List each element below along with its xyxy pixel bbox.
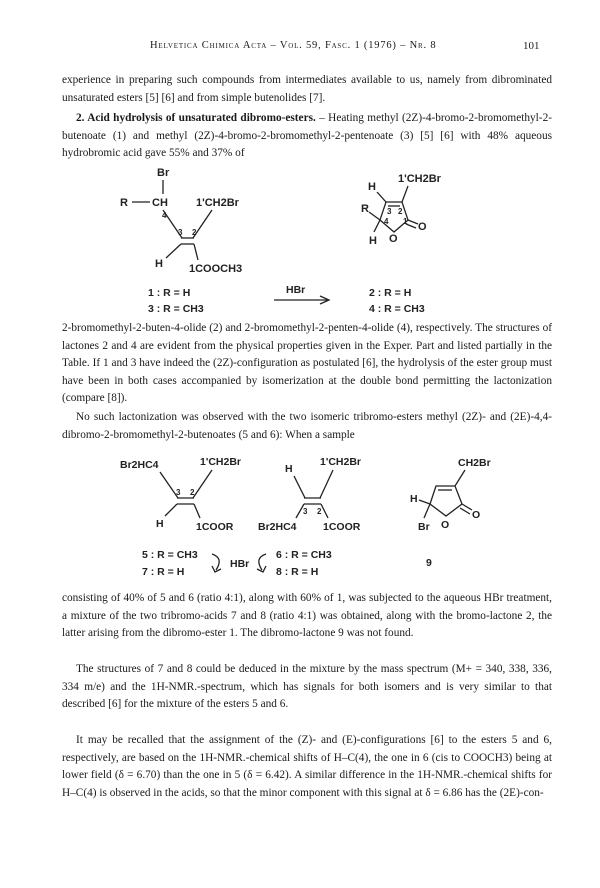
ch-label: CH	[152, 197, 168, 209]
vinyl-h-6: H	[285, 463, 293, 475]
carbonyl-oxygen: O	[418, 221, 427, 233]
bond	[194, 244, 198, 260]
h-9: H	[410, 493, 418, 505]
paragraph-mass-spectrum: The structures of 7 and 8 could be deduced in the mixture by the mass spectrum (M+ = 340, 338, 336, 334 m/e) and the 1H-NMR.-spectrum, which has signals for both isomers and is very similar to that described [6] for the mixture of the esters 5 and 6.	[62, 663, 552, 711]
carbonyl-double	[460, 508, 470, 514]
paragraph-hbr-treatment: consisting of 40% of 5 and 6 (ratio 4:1), along with 60% of 1, was subjected to the aqueous HBr treatment, a mixture of the two tribromo-acids 7 and 8 (ratio 4:1) was obtained, along with the bromo-lactone 2, the latter arising from the dibromo-ester 1. The dibromo-lactone 9 was not found.	[62, 592, 552, 640]
dibromomethyl-6: Br2HC4	[258, 521, 297, 533]
vinyl-h: H	[155, 258, 163, 270]
journal-title: Helvetica Chimica Acta – Vol. 59, Fasc. 1 (1976) – Nr. 8	[150, 40, 437, 51]
paragraph-configuration: It may be recalled that the assignment of the (Z)- and (E)-configurations [6] to the esters 5 and 6, respectively, are based on the 1H-NMR.-chemical shifts of H–C(4), the one in 6 (cis to COOCH3) being at lower field (δ = 6.70) than the one in 5 (δ = 6.42). A similar difference in the 1H-NMR.-chemical shifts for H–C(4) is observed in the acids, so that the minor component with this signal at δ = 6.86 has the (2E)-con-	[62, 734, 552, 799]
compound-1-label: 1 : R = H	[148, 287, 191, 299]
compound-8-label: 8 : R = H	[276, 566, 319, 578]
lactone-3: 3	[387, 207, 392, 216]
carbonyl-bond	[462, 504, 472, 510]
bond	[294, 476, 305, 498]
reagent-hbr: HBr	[286, 284, 306, 296]
lactone-1: 1	[403, 217, 408, 226]
section-heading: 2. Acid hydrolysis of unsaturated dibromo-esters.	[76, 112, 316, 124]
vinyl-h-5: H	[156, 518, 164, 530]
bond	[419, 500, 430, 504]
ch2br-9: CH2Br	[458, 457, 491, 469]
paragraph-intro: experience in preparing such compounds from intermediates available to us, namely from dibrominated unsaturated esters [5] [6] and from simple butenolides [7].	[62, 74, 552, 104]
bond	[320, 470, 333, 498]
section-body: – Heating methyl (2Z)-4-bromo-2-bromomethyl-2-butenoate (1) and methyl (2Z)-4-bromo-2-bromomethyl-2-pentenoate (3) [5] [6] with 48% aqueous hydrobromic acid gave 55% and 37% of	[62, 112, 552, 160]
ring-oxygen: O	[389, 233, 398, 245]
paragraph-lactones: 2-bromomethyl-2-buten-4-olide (2) and 2-bromomethyl-2-penten-4-olide (4), respectively. The structures of lactones 2 and 4 are evident from the physical properties given in the Exper. Part and listed partially in the Table. If 1 and 3 have indeed the (2Z)-configuration as postulated [6], the hydrolysis of the ester group must have been in both cases accompanied by isomerization at the double bond permitting the lactonization (compare [8]).	[62, 322, 552, 405]
bond	[455, 470, 465, 486]
ch2br-6: 1'CH2Br	[320, 456, 362, 468]
compound-7-label: 7 : R = H	[142, 566, 185, 578]
reaction-scheme-2	[0, 448, 600, 586]
ch2br-substituent: 1'CH2Br	[196, 197, 239, 209]
carbonyl-double	[406, 224, 416, 228]
lactone-h: H	[368, 181, 376, 193]
position-3b: 3	[303, 507, 308, 516]
compound-6-label: 6 : R = CH3	[276, 549, 332, 561]
reagent-hbr-2: HBr	[230, 558, 250, 570]
lactone-r: R	[361, 203, 369, 215]
carbonyl-bond	[408, 220, 418, 224]
compound-9-label: 9	[426, 557, 432, 569]
compound-5-label: 5 : R = CH3	[142, 549, 198, 561]
ester-group: 1COOCH3	[189, 263, 243, 275]
position-2b: 2	[317, 507, 322, 516]
ch2br-5: 1'CH2Br	[200, 456, 242, 468]
running-header	[0, 40, 600, 56]
dibromomethyl-5: Br2HC4	[120, 459, 159, 471]
position-2: 2	[192, 228, 197, 237]
bond	[166, 244, 181, 258]
bond	[374, 220, 380, 232]
lactone-4: 4	[384, 217, 389, 226]
position-2: 2	[190, 488, 195, 497]
compound-2-label: 2 : R = H	[369, 287, 412, 299]
paragraph-acid-hydrolysis	[62, 110, 552, 163]
bond	[321, 504, 328, 518]
bond	[402, 186, 408, 202]
lactone-2: 2	[398, 207, 403, 216]
bond	[193, 470, 212, 498]
r-group: R	[120, 197, 128, 209]
bond	[165, 504, 177, 516]
paragraph-tribromo: No such lactonization was observed with the two isomeric tribromo-esters methyl (2Z)- and (2E)-4,4-dibromo-2-bromomethyl-2-butenoates (5 and 6): When a sample	[62, 411, 552, 441]
bond	[369, 212, 380, 220]
lactone-h-bottom: H	[369, 235, 377, 247]
page-number: 101	[523, 40, 540, 52]
bond	[377, 192, 386, 202]
carbonyl-oxygen-9: O	[472, 509, 481, 521]
position-4: 4	[162, 211, 167, 220]
ester-5: 1COOR	[196, 521, 234, 533]
position-3: 3	[176, 488, 181, 497]
bond	[424, 504, 430, 518]
reaction-scheme-1	[0, 162, 600, 315]
bond	[194, 504, 200, 518]
ring-oxygen-9: O	[441, 519, 450, 531]
compound-3-label: 3 : R = CH3	[148, 303, 204, 315]
ester-6: 1COOR	[323, 521, 361, 533]
compound-4-label: 4 : R = CH3	[369, 303, 425, 315]
position-3: 3	[178, 228, 183, 237]
lactone-ch2br: 1'CH2Br	[398, 173, 441, 185]
br-9: Br	[418, 521, 430, 533]
bromo-label: Br	[157, 167, 170, 179]
